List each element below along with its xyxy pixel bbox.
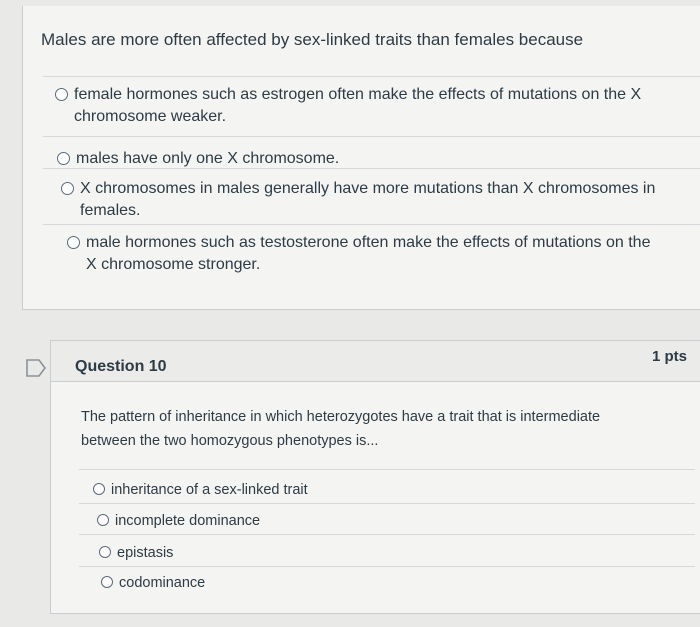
answer-option-1-line2: chromosome weaker. [74,108,227,125]
answer-option-2[interactable] [57,148,339,170]
question-10-text-line1: The pattern of inheritance in which heterozygotes have a trait that is intermediate [81,409,601,425]
divider [79,469,695,470]
answer-option-1[interactable] [93,479,308,501]
question-9-card [22,6,700,310]
radio-button[interactable] [93,483,105,495]
radio-button[interactable] [55,88,68,101]
radio-button[interactable] [61,182,74,195]
divider [43,76,700,77]
radio-button[interactable] [57,152,70,165]
radio-button[interactable] [99,546,111,558]
answer-option-2-label: incomplete dominance [115,513,261,529]
answer-option-4-line2: X chromosome stronger. [86,256,261,273]
question-10-text-line2: between the two homozygous phenotypes is... [81,433,379,449]
answer-option-2[interactable] [97,510,260,532]
answer-option-1-label: inheritance of a sex-linked trait [111,482,308,498]
question-10-header [51,341,700,382]
answer-option-1-line1: female hormones such as estrogen often make the effects of mutations on the X [74,86,642,103]
radio-button[interactable] [97,514,109,526]
divider [43,136,700,137]
question-9-text: Males are more often affected by sex-linked traits than females because [41,30,584,49]
answer-option-3[interactable] [61,178,655,222]
bookmark-flag-icon[interactable] [25,358,47,378]
divider [43,168,700,169]
divider [79,534,695,535]
divider [79,566,695,567]
radio-button[interactable] [101,576,113,588]
answer-option-3[interactable] [99,542,173,564]
answer-option-1[interactable] [55,84,641,128]
answer-option-3-label: epistasis [117,545,174,561]
answer-option-3-line1: X chromosomes in males generally have more mutations than X chromosomes in [80,180,656,197]
divider [79,503,695,504]
question-10-card [50,340,700,614]
answer-option-4-label: codominance [119,575,206,591]
question-title: Question 10 [75,358,167,375]
divider [43,224,700,225]
answer-option-4-line1: male hormones such as testosterone often make the effects of mutations on the [86,234,651,251]
points-label: 1 pts [651,348,687,365]
answer-option-4[interactable] [67,232,650,276]
answer-option-4[interactable] [101,572,205,594]
question-10-text [81,405,600,453]
radio-button[interactable] [67,236,80,249]
answer-option-2-line1: males have only one X chromosome. [76,150,340,167]
answer-option-3-line2: females. [80,202,141,219]
